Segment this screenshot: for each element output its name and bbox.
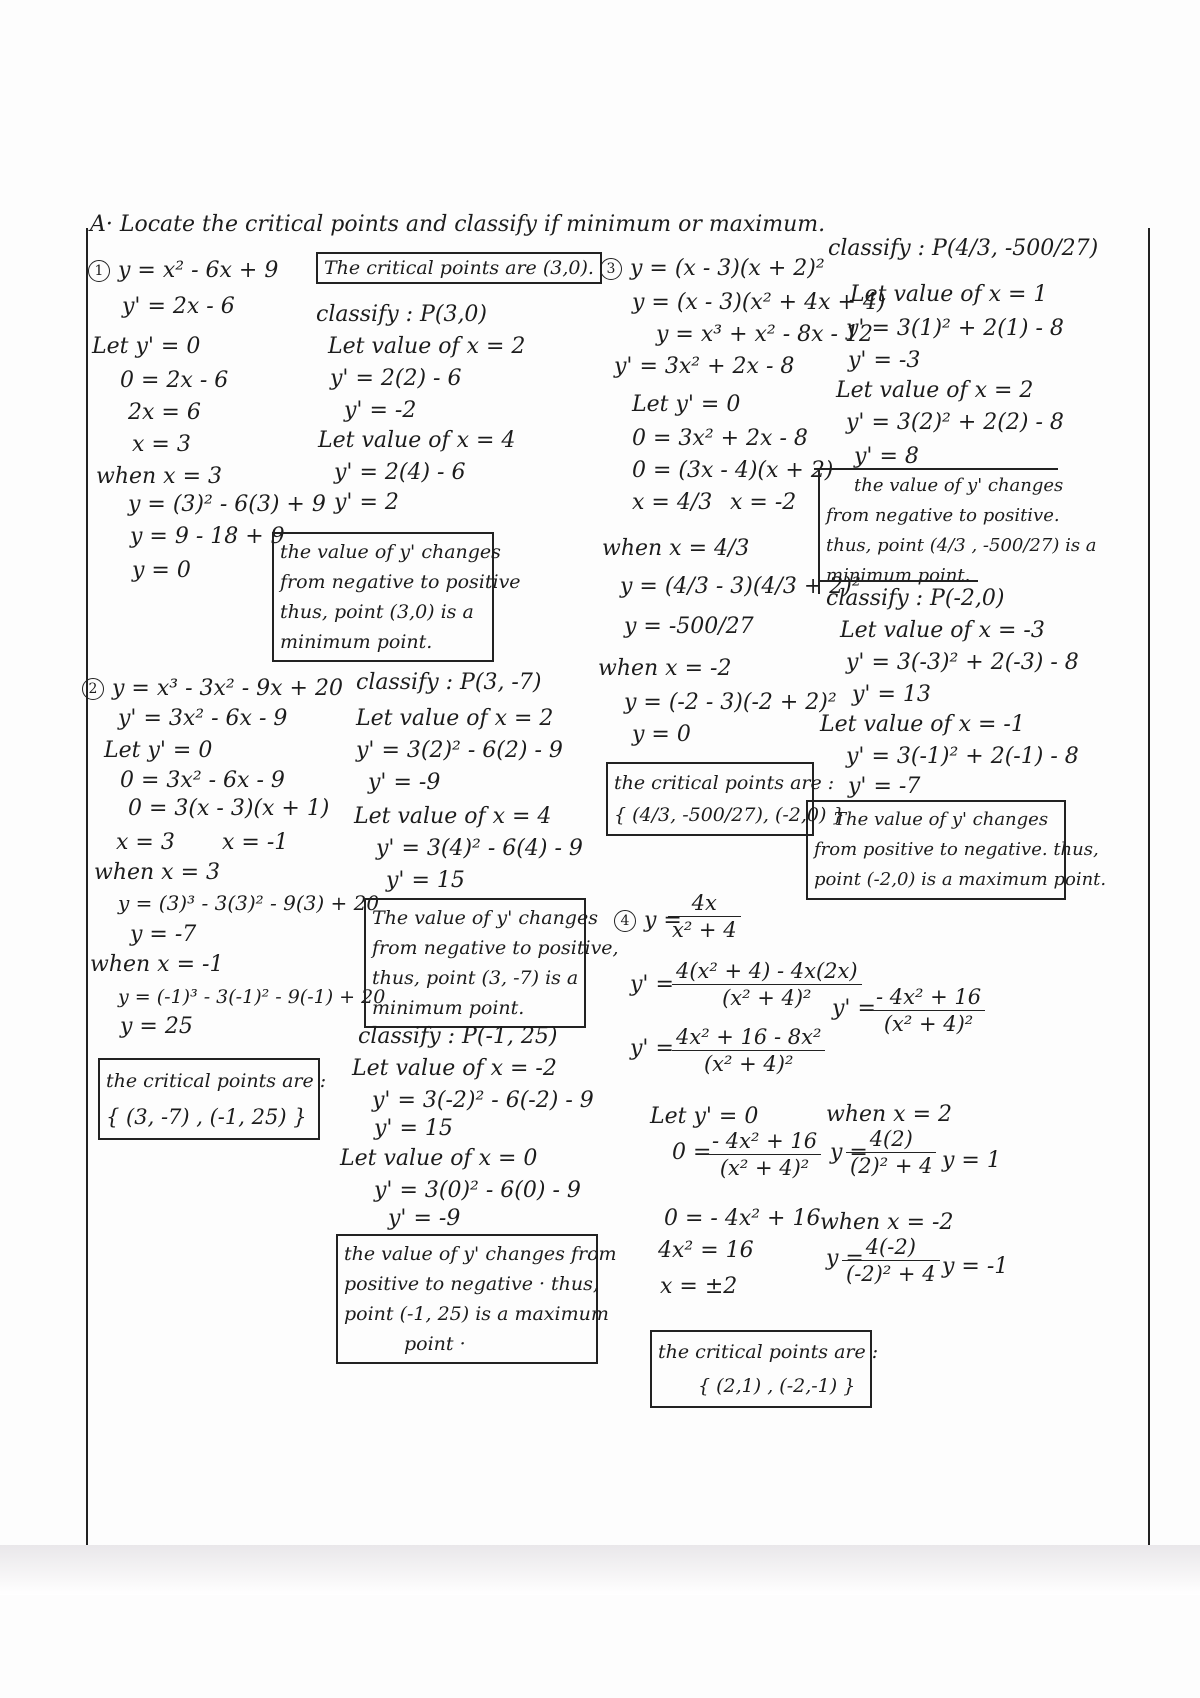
p3-classify: Let value of x = -3 <box>840 618 1045 643</box>
p4-d3-lhs: y' = <box>832 996 876 1021</box>
p3-classify: y' = -7 <box>848 774 921 799</box>
p3-line: 0 = 3x² + 2x - 8 <box>632 426 808 451</box>
p3-classify: y' = 3(1)² + 2(1) - 8 <box>846 316 1064 341</box>
p2-classify: y' = 15 <box>386 868 465 893</box>
problem-number-4: 4 <box>614 910 636 932</box>
p1-conclusion-line: the value of y' changes <box>280 541 501 563</box>
p2-critical-points-box <box>98 1058 327 1140</box>
fraction-numerator: 4(2) <box>846 1126 936 1153</box>
p3-line: Let y' = 0 <box>632 392 741 417</box>
p2-conclusion-1-box <box>364 898 619 1028</box>
p1-line: when x = 3 <box>96 464 223 489</box>
fraction-denominator: (x² + 4)² <box>719 1156 810 1180</box>
p2-line: y = -7 <box>130 922 197 947</box>
p4-zero-lhs: 0 = <box>672 1140 712 1165</box>
fraction-numerator: 4x <box>668 890 741 917</box>
p2-line: y = (-1)³ - 3(-1)² - 9(-1) + 20 <box>118 986 386 1008</box>
p1-classify: Let value of x = 4 <box>318 428 516 453</box>
fraction-denominator: (2)² + 4 <box>850 1154 933 1178</box>
p2-classify: y' = -9 <box>368 770 441 795</box>
problem-1-eq-text: y = x² - 6x + 9 <box>118 258 279 283</box>
p2-conclusion-line: positive to negative · thus, <box>344 1273 599 1295</box>
p1-classify: y' = 2 <box>334 490 399 515</box>
p3-line: x = 4/3 <box>632 490 713 515</box>
p4-step: 0 = - 4x² + 16 <box>664 1206 821 1231</box>
p3-conclusion-line: point (-2,0) is a maximum point. <box>814 869 1107 890</box>
p4-when-2-result: y = -1 <box>942 1254 1009 1279</box>
fraction-numerator: 4x² + 16 - 8x² <box>672 1024 825 1051</box>
problem-3-equation <box>600 256 825 282</box>
p2-conclusion-line: point · <box>404 1333 466 1355</box>
p1-line: 2x = 6 <box>128 400 201 425</box>
fraction-numerator: 4(-2) <box>842 1234 940 1261</box>
p1-line: y = (3)² - 6(3) + 9 <box>128 492 326 517</box>
p1-line: Let y' = 0 <box>92 334 201 359</box>
p3-line: y' = 3x² + 2x - 8 <box>614 354 795 379</box>
p4-cp-line: the critical points are : <box>658 1341 879 1363</box>
problem-2-equation <box>82 676 343 702</box>
p3-line: y = x³ + x² - 8x - 12 <box>656 322 873 347</box>
p3-conclusion-1-bottom-rule <box>818 580 978 582</box>
fraction-numerator: - 4x² + 16 <box>708 1128 821 1155</box>
p2-classify: y' = 3(0)² - 6(0) - 9 <box>374 1178 581 1203</box>
fraction-numerator: 4(x² + 4) - 4x(2x) <box>672 958 862 985</box>
page-title: A· Locate the critical points and classify if minimum or maximum. <box>90 212 826 237</box>
p3-conclusion-line: from positive to negative. thus, <box>814 839 1099 860</box>
p1-conclusion-line: thus, point (3,0) is a <box>280 601 474 623</box>
p2-classify: Let value of x = 0 <box>340 1146 538 1171</box>
page-shadow <box>0 1545 1200 1595</box>
p3-classify: y' = 3(2)² + 2(2) - 8 <box>846 410 1064 435</box>
p2-classify: y' = 15 <box>374 1116 453 1141</box>
p3-classify: classify : P(4/3, -500/27) <box>828 236 1099 261</box>
p1-conclusion-line: from negative to positive <box>280 571 521 593</box>
p3-cp-line: the critical points are : <box>614 772 835 794</box>
fraction-denominator: (x² + 4)² <box>703 1052 794 1076</box>
problem-3-eq-text: y = (x - 3)(x + 2)² <box>630 256 825 281</box>
p3-critical-points-box <box>606 762 845 836</box>
p1-classify: Let value of x = 2 <box>328 334 526 359</box>
p2-conclusion-line: minimum point. <box>372 997 525 1019</box>
p3-conclusion-line: minimum point. <box>826 565 971 586</box>
p3-classify: y' = -3 <box>848 348 921 373</box>
p3-line: y = (x - 3)(x² + 4x + 4) <box>632 290 886 315</box>
p2-cp-line: { (3, -7) , (-1, 25) } <box>106 1105 307 1129</box>
p4-when-2: when x = -2 <box>820 1210 954 1235</box>
p1-classify: y' = 2(2) - 6 <box>330 366 462 391</box>
p3-classify: classify : P(-2,0) <box>826 586 1005 611</box>
p3-line: y = (4/3 - 3)(4/3 + 2)² <box>620 574 861 599</box>
fraction-denominator: x² + 4 <box>672 918 737 942</box>
p2-line: y = (3)³ - 3(3)² - 9(3) + 20 <box>118 891 380 915</box>
p2-conclusion-line: point (-1, 25) is a maximum <box>344 1303 609 1325</box>
p3-classify: y' = 13 <box>852 682 931 707</box>
p3-line: when x = -2 <box>598 656 732 681</box>
p2-line: Let y' = 0 <box>104 738 213 763</box>
p1-line: y = 9 - 18 + 9 <box>130 524 285 549</box>
p2-line: 0 = 3(x - 3)(x + 1) <box>128 796 330 821</box>
p3-conclusion-1-box <box>818 468 1097 594</box>
p4-critical-points-box <box>650 1330 879 1408</box>
problem-number-1: 1 <box>88 260 110 282</box>
p1-line: y = 0 <box>132 558 191 583</box>
p2-classify: classify : P(3, -7) <box>356 670 542 695</box>
p2-line: x = -1 <box>222 830 289 855</box>
p2-conclusion-line: thus, point (3, -7) is a <box>372 967 579 989</box>
p3-line: 0 = (3x - 4)(x + 2) <box>632 458 834 483</box>
p3-conclusion-line: the value of y' changes <box>854 475 1064 496</box>
p1-classify: y' = 2(4) - 6 <box>334 460 466 485</box>
p2-conclusion-2-box <box>336 1234 617 1364</box>
p4-step: 4x² = 16 <box>658 1238 754 1263</box>
p4-when-1-fraction <box>846 1126 936 1179</box>
p2-conclusion-line: the value of y' changes from <box>344 1243 617 1265</box>
p1-line: 0 = 2x - 6 <box>120 368 229 393</box>
p4-when-2-fraction <box>842 1234 940 1287</box>
p1-conclusion-box <box>272 532 521 662</box>
p4-when-1-result: y = 1 <box>942 1148 1001 1173</box>
p3-line: y = 0 <box>632 722 691 747</box>
p3-classify: y' = 3(-3)² + 2(-3) - 8 <box>846 650 1079 675</box>
p2-classify: y' = 3(4)² - 6(4) - 9 <box>376 836 583 861</box>
p2-classify: y' = 3(-2)² - 6(-2) - 9 <box>372 1088 594 1113</box>
p4-cp-line: { (2,1) , (-2,-1) } <box>698 1375 856 1397</box>
p2-line: 0 = 3x² - 6x - 9 <box>120 768 285 793</box>
p4-derivative-3 <box>872 984 985 1037</box>
p1-conclusion-line: minimum point. <box>280 631 433 653</box>
p1-classify: y' = -2 <box>344 398 417 423</box>
p2-line: x = 3 <box>116 830 175 855</box>
problem-number-2: 2 <box>82 678 104 700</box>
p4-d1-lhs: y' = <box>630 972 674 997</box>
fraction-denominator: (-2)² + 4 <box>846 1262 936 1286</box>
p3-classify: y' = 8 <box>854 444 919 469</box>
p3-cp-line: { (4/3, -500/27), (-2,0) } <box>614 804 845 826</box>
p4-when-1: when x = 2 <box>826 1102 953 1127</box>
p1-line: y' = 2x - 6 <box>122 294 235 319</box>
p1-line: x = 3 <box>132 432 191 457</box>
fraction-denominator: (x² + 4)² <box>722 986 812 1010</box>
p2-line: when x = -1 <box>90 952 224 977</box>
p1-classify: classify : P(3,0) <box>316 302 488 327</box>
p2-cp-line: the critical points are : <box>106 1070 327 1092</box>
p4-when-1-lhs: y = <box>830 1140 868 1165</box>
p4-d2-lhs: y' = <box>630 1036 674 1061</box>
fraction-denominator: (x² + 4)² <box>883 1012 974 1036</box>
p3-classify: Let value of x = 1 <box>850 282 1048 307</box>
p4-equation-fraction <box>668 890 741 943</box>
p4-when-2-lhs: y = <box>826 1246 864 1271</box>
p2-classify: classify : P(-1, 25) <box>358 1024 558 1049</box>
p3-conclusion-2-box <box>806 800 1107 900</box>
p2-classify: Let value of x = -2 <box>352 1056 557 1081</box>
p3-conclusion-line: from negative to positive. <box>826 505 1060 526</box>
p4-eq-lhs: y = <box>644 908 682 933</box>
p4-derivative-2 <box>672 1024 825 1077</box>
p2-line: y = 25 <box>120 1014 193 1039</box>
fraction-numerator: - 4x² + 16 <box>872 984 985 1011</box>
p4-zero-fraction <box>708 1128 821 1181</box>
p3-line: when x = 4/3 <box>602 536 750 561</box>
p1-critical-points-box: The critical points are (3,0). <box>316 252 602 284</box>
problem-1-equation <box>88 258 278 284</box>
p3-classify: Let value of x = -1 <box>820 712 1025 737</box>
p2-classify: Let value of x = 2 <box>356 706 554 731</box>
p3-line: y = (-2 - 3)(-2 + 2)² <box>624 690 837 715</box>
p2-classify: Let value of x = 4 <box>354 804 552 829</box>
p3-classify: Let value of x = 2 <box>836 378 1034 403</box>
p3-line: x = -2 <box>730 490 797 515</box>
p3-line: y = -500/27 <box>624 614 754 639</box>
p2-conclusion-line: The value of y' changes <box>372 907 598 929</box>
p4-step: x = ±2 <box>660 1274 738 1299</box>
p3-conclusion-line: thus, point (4/3 , -500/27) is a <box>826 535 1097 556</box>
problem-2-eq-text: y = x³ - 3x² - 9x + 20 <box>112 676 343 701</box>
p4-let: Let y' = 0 <box>650 1104 759 1129</box>
p2-classify: y' = 3(2)² - 6(2) - 9 <box>356 738 563 763</box>
p2-conclusion-line: from negative to positive, <box>372 937 619 959</box>
p2-classify: y' = -9 <box>388 1206 461 1231</box>
p2-line: when x = 3 <box>94 860 221 885</box>
p3-classify: y' = 3(-1)² + 2(-1) - 8 <box>846 744 1079 769</box>
p3-conclusion-line: The value of y' changes <box>834 809 1049 830</box>
problem-number-3: 3 <box>600 258 622 280</box>
p2-line: y' = 3x² - 6x - 9 <box>118 706 288 731</box>
